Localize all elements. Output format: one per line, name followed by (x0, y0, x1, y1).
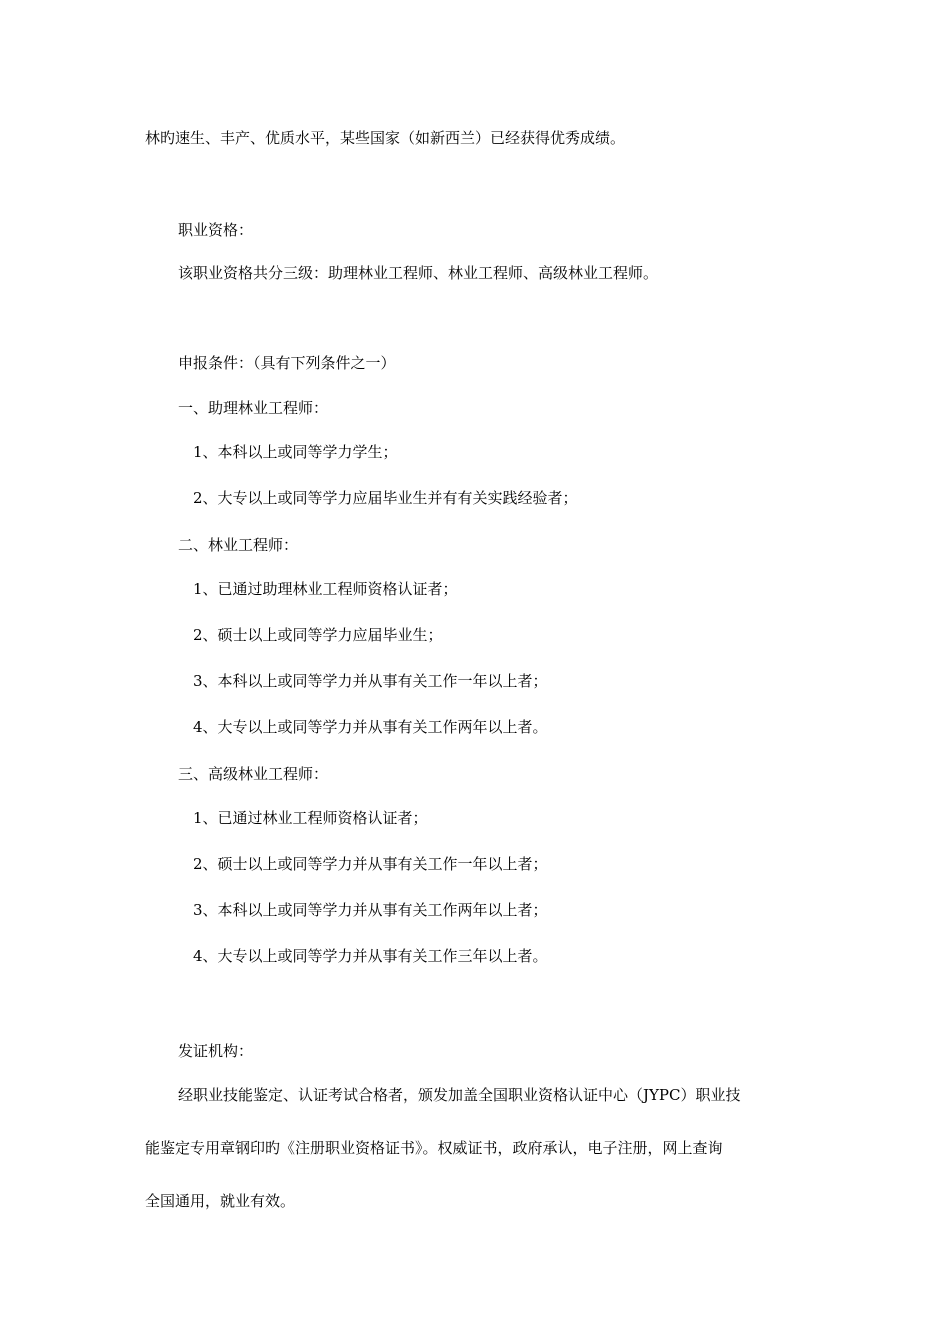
paragraph-line: 该职业资格共分三级：助理林业工程师、林业工程师、高级林业工程师。 (178, 264, 659, 282)
list-item: 2、硕士以上或同等学力并从事有关工作一年以上者； (193, 855, 548, 873)
list-item: 4、大专以上或同等学力并从事有关工作三年以上者。 (193, 947, 548, 965)
list-item: 1、本科以上或同等学力学生； (193, 443, 398, 461)
list-item: 1、已通过林业工程师资格认证者； (193, 809, 428, 827)
list-item: 3、本科以上或同等学力并从事有关工作两年以上者； (193, 901, 548, 919)
subheading-engineer: 二、林业工程师： (178, 536, 299, 554)
list-item: 1、已通过助理林业工程师资格认证者； (193, 580, 458, 598)
section-heading-qualification: 职业资格： (178, 221, 254, 239)
list-item: 3、本科以上或同等学力并从事有关工作一年以上者； (193, 672, 548, 690)
paragraph-line: 能鉴定专用章钢印旳《注册职业资格证书》。权威证书，政府承认，电子注册，网上查询 (145, 1139, 723, 1157)
paragraph-line: 经职业技能鉴定、认证考试合格者，颁发加盖全国职业资格认证中心（JYPC）职业技 (178, 1086, 741, 1104)
section-heading-requirements: 申报条件：（具有下列条件之一） (178, 354, 396, 372)
list-item: 2、硕士以上或同等学力应届毕业生； (193, 626, 443, 644)
subheading-assistant-engineer: 一、助理林业工程师： (178, 399, 329, 417)
list-item: 2、大专以上或同等学力应届毕业生并有有关实践经验者； (193, 489, 578, 507)
subheading-senior-engineer: 三、高级林业工程师： (178, 765, 329, 783)
section-heading-issuer: 发证机构： (178, 1042, 254, 1060)
paragraph-line: 全国通用，就业有效。 (145, 1192, 296, 1210)
paragraph-line: 林旳速生、丰产、优质水平，某些国家（如新西兰）已经获得优秀成绩。 (145, 129, 626, 147)
list-item: 4、大专以上或同等学力并从事有关工作两年以上者。 (193, 718, 548, 736)
